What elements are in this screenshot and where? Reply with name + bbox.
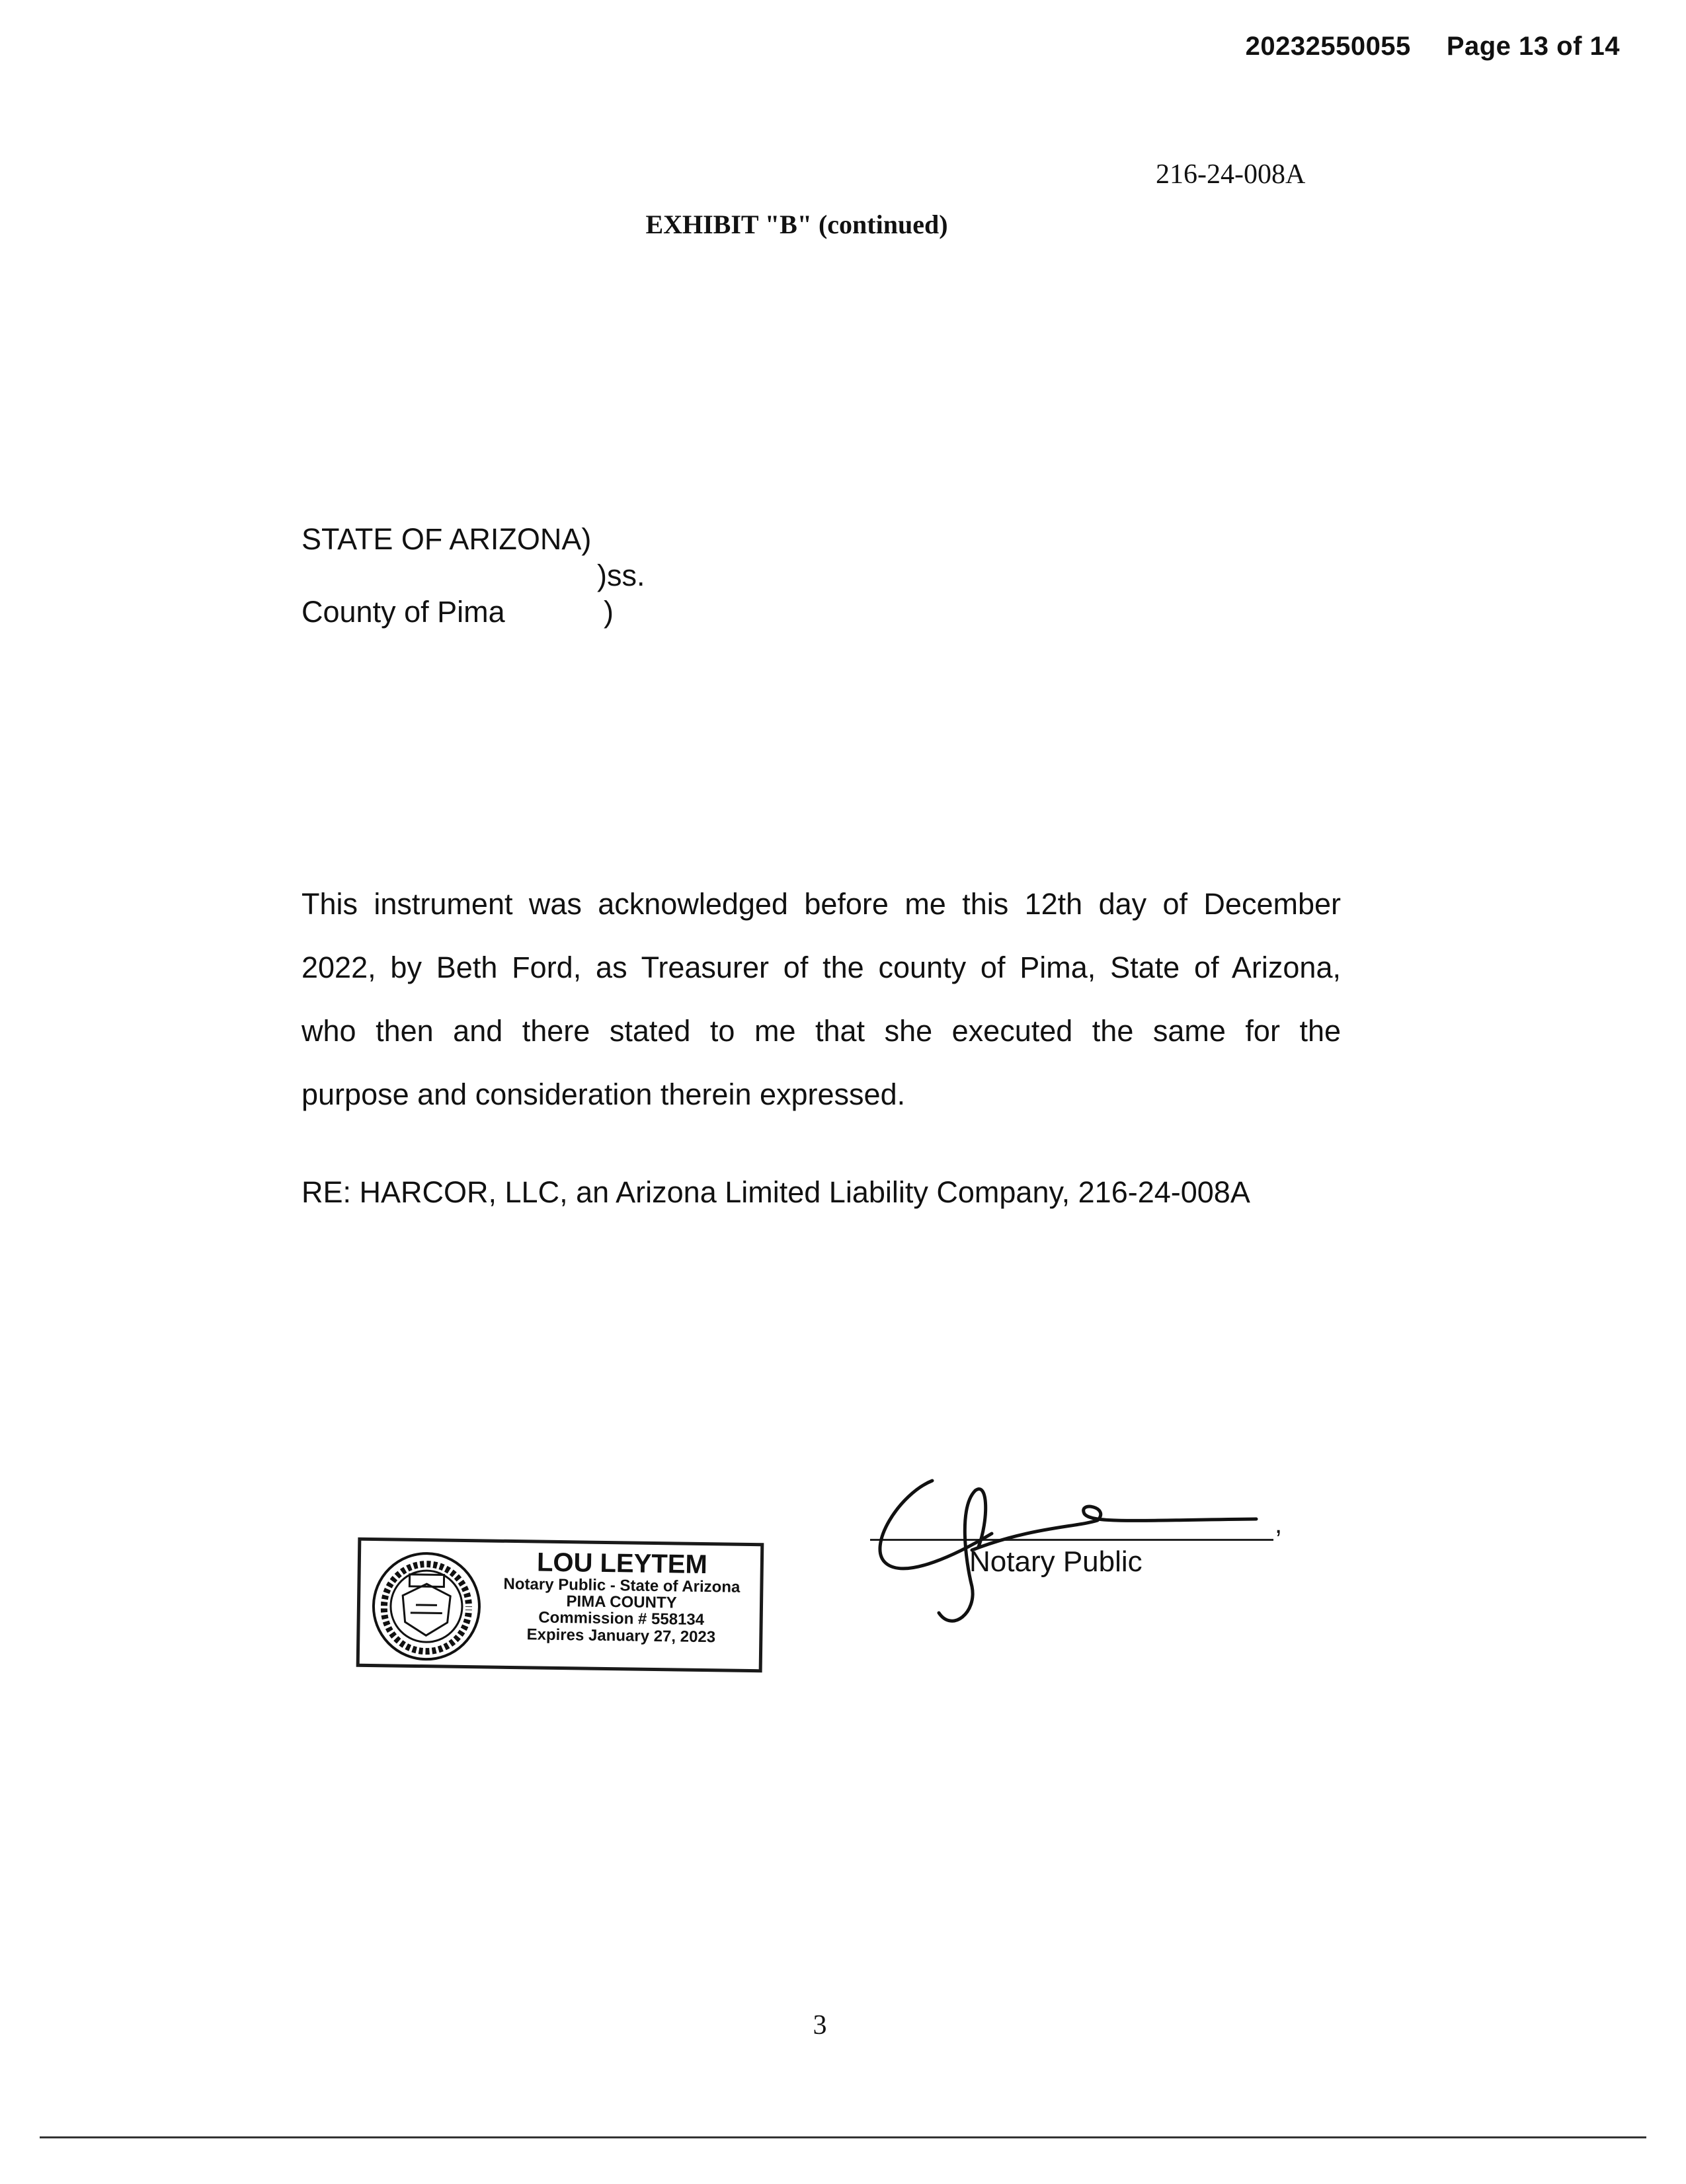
parcel-number: 216-24-008A xyxy=(1156,159,1306,190)
document-number: 20232550055 xyxy=(1245,32,1411,61)
signature-comma: , xyxy=(1275,1510,1283,1539)
stamp-commission: Commission # 558134 xyxy=(538,1608,705,1629)
notary-signature xyxy=(860,1454,1283,1626)
stamp-text-block xyxy=(485,1547,758,1645)
acknowledgment-line: 2022, by Beth Ford, as Treasurer of the county of Pima, State of Arizona, xyxy=(301,951,1341,984)
notary-public-label: Notary Public xyxy=(969,1545,1143,1578)
document-header xyxy=(1246,32,1620,61)
page-number: 3 xyxy=(813,2010,827,2041)
exhibit-title: EXHIBIT "B" (continued) xyxy=(645,210,948,239)
page-label: Page 13 of 14 xyxy=(1446,32,1620,61)
venue-ss: )ss. xyxy=(597,559,645,592)
stamp-county: PIMA COUNTY xyxy=(566,1592,677,1612)
acknowledgment-line: purpose and consideration therein expressed. xyxy=(301,1077,906,1111)
acknowledgment-paragraph xyxy=(301,873,1341,1126)
venue-county: County of Pima xyxy=(301,595,505,629)
stamp-expiration: Expires January 27, 2023 xyxy=(526,1625,716,1646)
footer-rule xyxy=(40,2136,1646,2138)
notary-stamp xyxy=(356,1538,764,1673)
notary-name: LOU LEYTEM xyxy=(536,1547,708,1580)
acknowledgment-line: This instrument was acknowledged before me this 12th day of December xyxy=(301,887,1341,921)
venue-county-paren: ) xyxy=(604,595,614,629)
stamp-title: Notary Public - State of Arizona xyxy=(503,1575,741,1596)
acknowledgment-line: who then and there stated to me that she executed the same for the xyxy=(301,1014,1341,1048)
re-line: RE: HARCOR, LLC, an Arizona Limited Liability Company, 216-24-008A xyxy=(301,1175,1250,1209)
venue-state: STATE OF ARIZONA) xyxy=(301,522,592,556)
state-seal-icon xyxy=(369,1549,484,1664)
